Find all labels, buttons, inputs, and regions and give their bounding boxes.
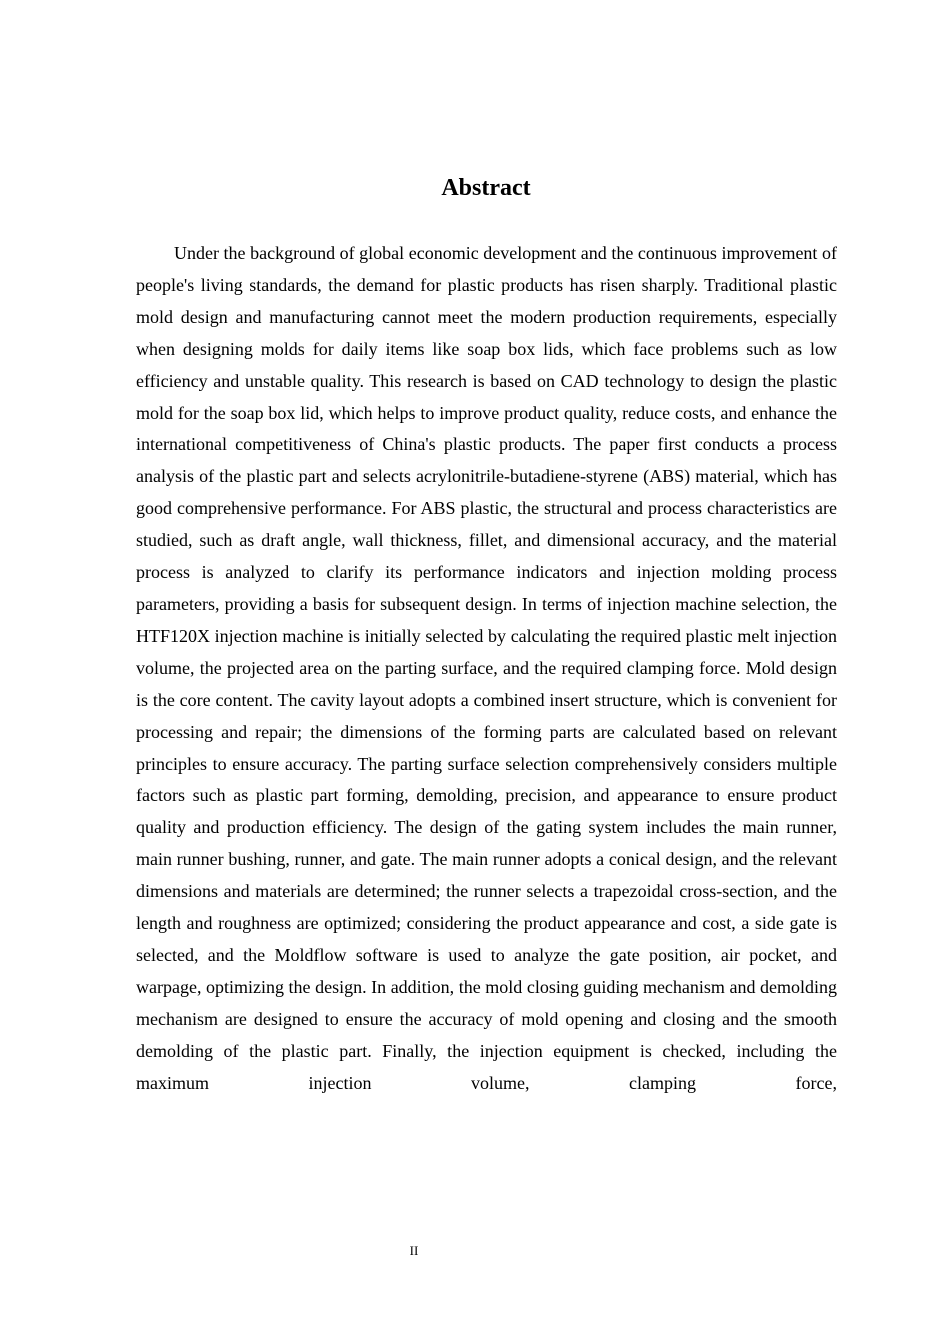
abstract-title: Abstract	[441, 175, 531, 201]
page-number: II	[409, 1243, 419, 1258]
abstract-body: Under the background of global economic development and the continuous improvement of people's living standards, the demand for plastic products has risen sharply. Traditional plastic mold design and manufacturing cannot meet the modern production requirements, especially when designing molds for daily items like soap box lids, which face problems such as low efficiency and unstable quality. This research is based on CAD technology to design the plastic mold for the soap box lid, which helps to improve product quality, reduce costs, and enhance the international competitiveness of China's plastic products. The paper first conducts a process analysis of the plastic part and selects acrylonitrile-butadiene-styrene (ABS) material, which has good comprehensive performance. For ABS plastic, the structural and process characteristics are studied, such as draft angle, wall thickness, fillet, and dimensional accuracy, and the material process is analyzed to clarify its performance indicators and injection molding process parameters, providing a basis for subsequent design. In terms of injection machine selection, the HTF120X injection machine is initially selected by calculating the required plastic melt injection volume, the projected area on the parting surface, and the required clamping force. Mold design is the core content. The cavity layout adopts a combined insert structure, which is convenient for processing and repair; the dimensions of the forming parts are calculated based on relevant principles to ensure accuracy. The parting surface selection comprehensively considers multiple factors such as plastic part forming, demolding, precision, and appearance to ensure product quality and production efficiency. The design of the gating system includes the main runner, main runner bushing, runner, and gate. The main runner adopts a conical design, and the relevant dimensions and materials are determined; the runner selects a trapezoidal cross-section, and the length and roughness are optimized; considering the product appearance and cost, a side gate is selected, and the Moldflow software is used to analyze the gate position, air pocket, and warpage, optimizing the design. In addition, the mold closing guiding mechanism and demolding mechanism are designed to ensure the accuracy of mold opening and closing and the smooth demolding of the plastic part. Finally, the injection equipment is checked, including the maximum injection volume, clamping force,	[136, 243, 837, 1093]
